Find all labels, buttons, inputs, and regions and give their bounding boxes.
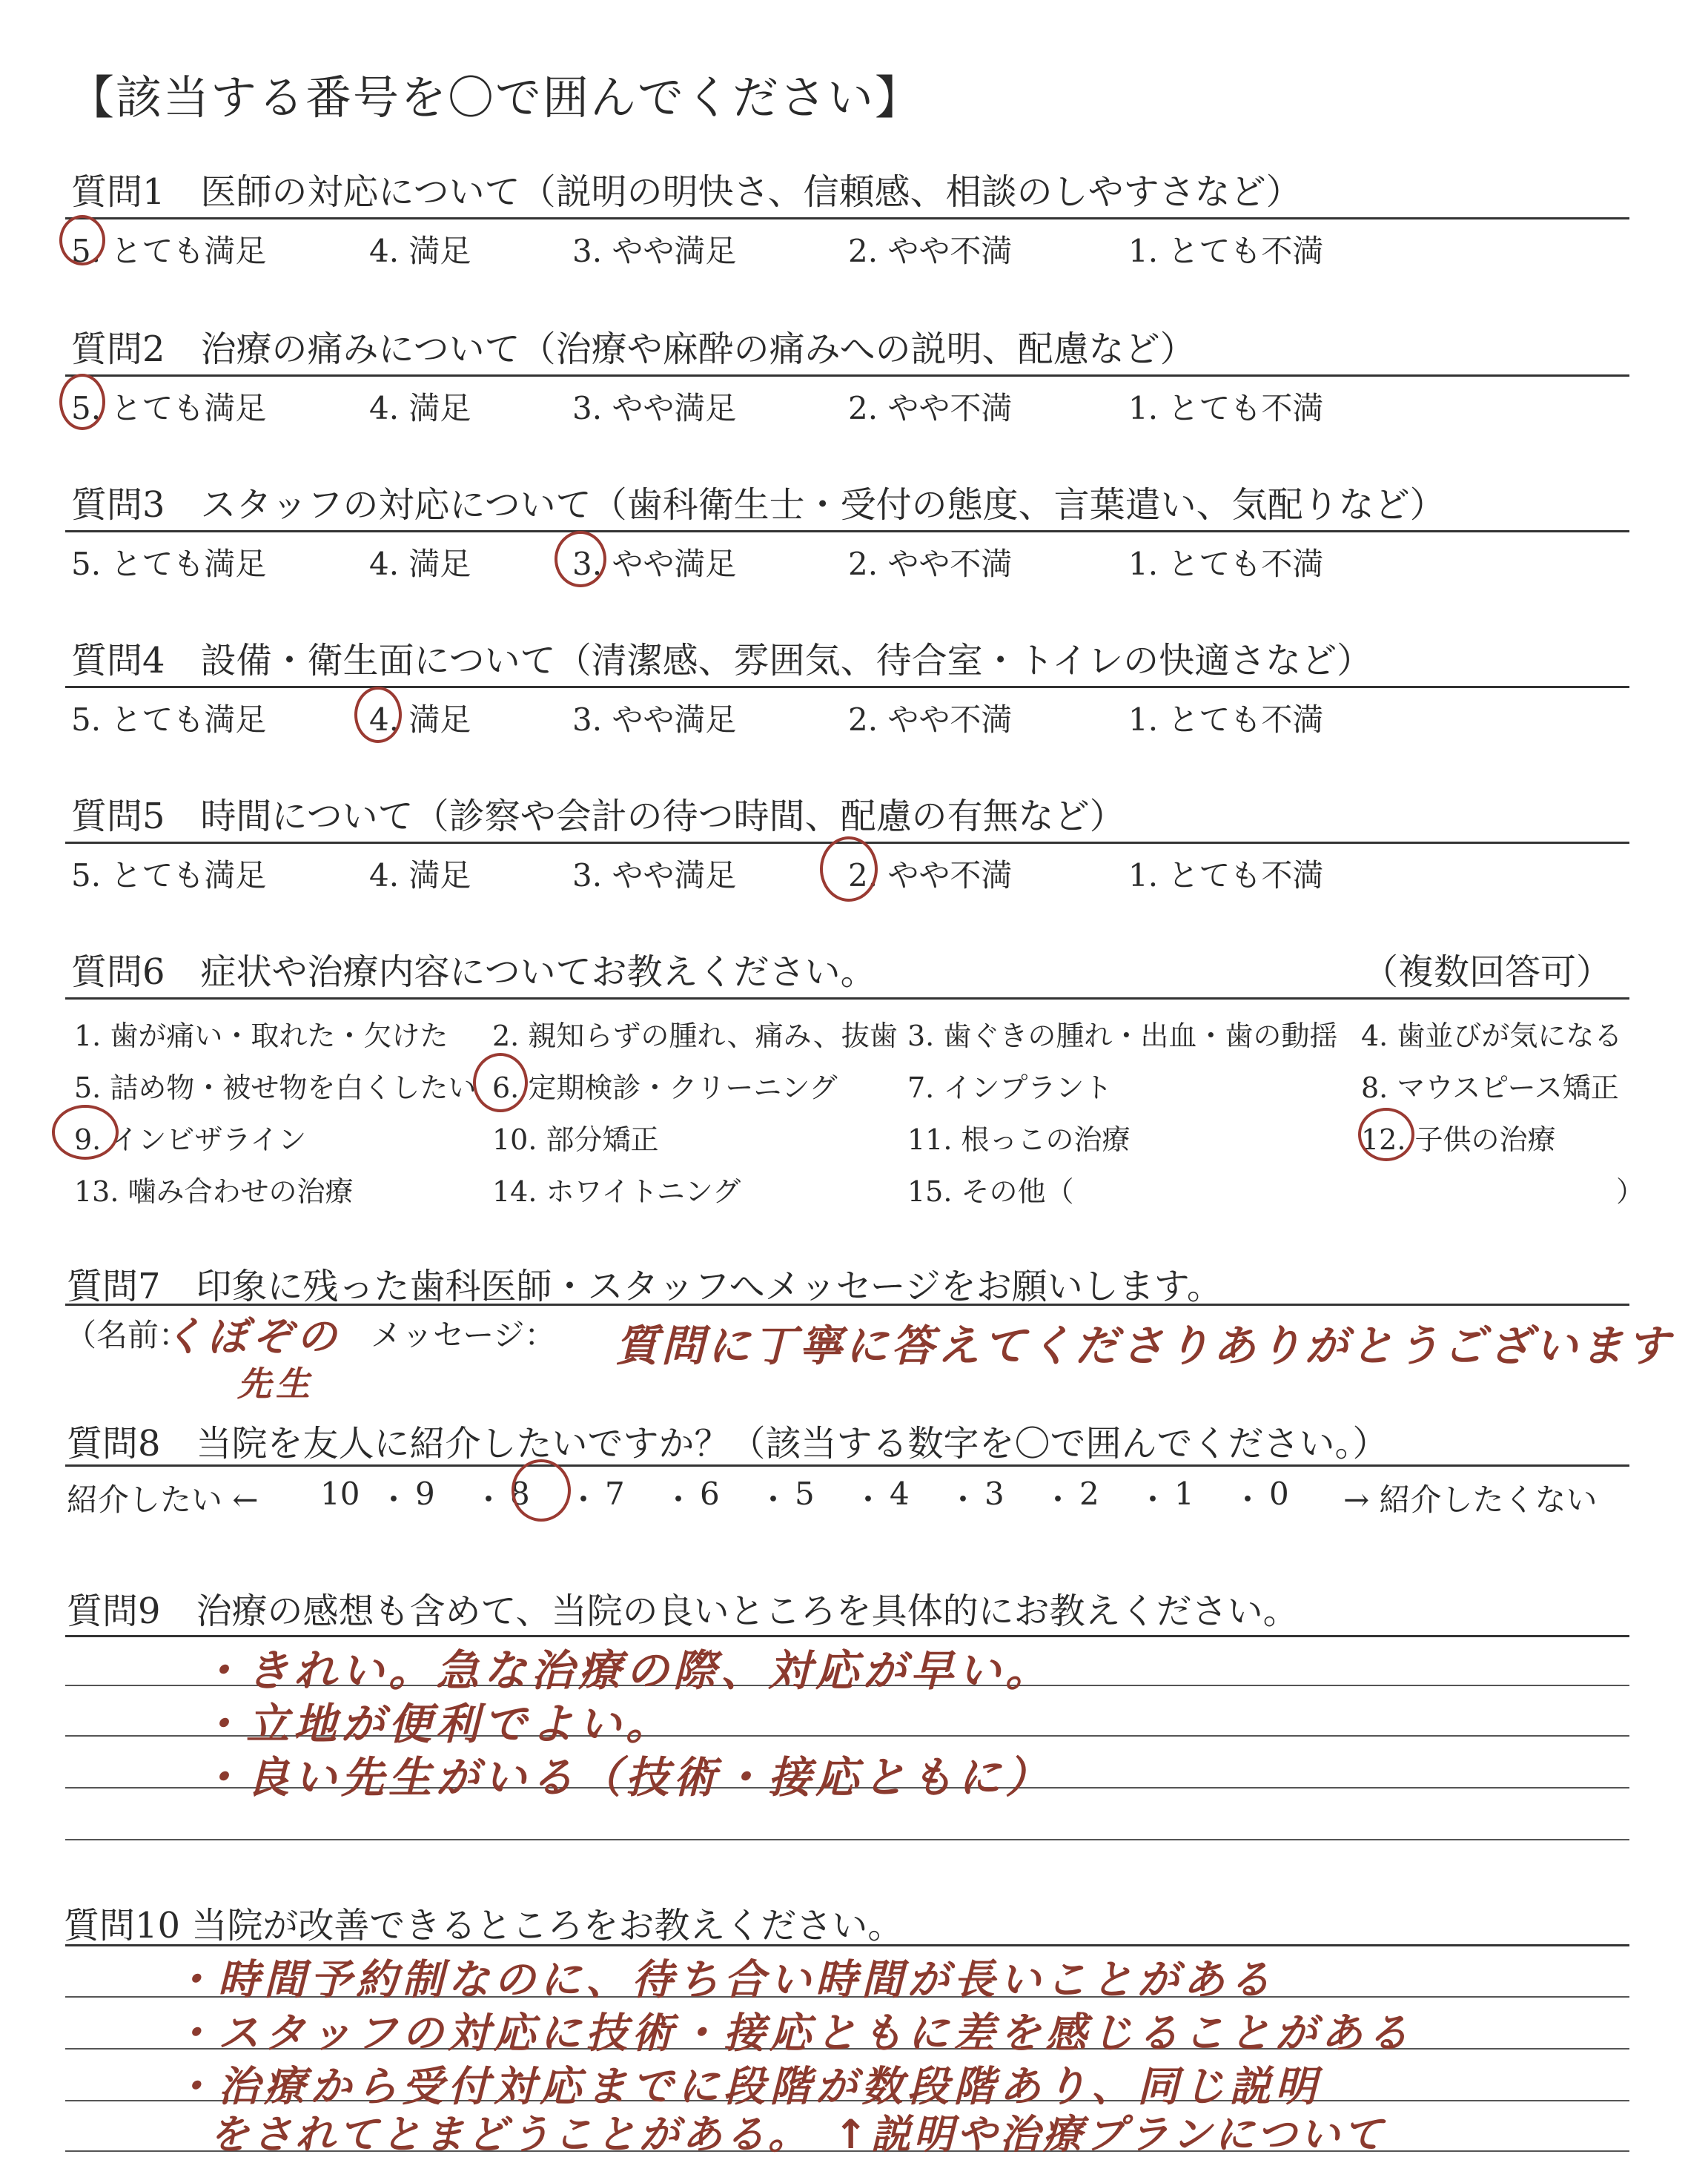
- q7-name-value[interactable]: くぼぞの: [163, 1313, 341, 1360]
- q2-option-2[interactable]: 2. やや不満: [848, 390, 1013, 426]
- q6-item-2[interactable]: 2. 親知らずの腫れ、痛み、抜歯: [492, 1020, 898, 1052]
- q2-selection-circle: [59, 374, 105, 430]
- q2-rule: [65, 374, 1629, 377]
- q8-scale-separator: ・: [663, 1482, 695, 1518]
- q9-answer-2[interactable]: ・立地が便利でよい。: [199, 1699, 674, 1749]
- q8-scale-separator: ・: [473, 1482, 505, 1518]
- q6-item-12[interactable]: 12. 子供の治療: [1361, 1123, 1556, 1156]
- q5-option-4[interactable]: 4. 満足: [369, 857, 471, 894]
- q10-answer-3[interactable]: ・治療から受付対応までに段階が数段階あり、同じ説明: [172, 2063, 1321, 2111]
- q4-option-5[interactable]: 5. とても満足: [71, 701, 267, 738]
- q8-scale-separator: ・: [1042, 1482, 1074, 1518]
- q10-rule: [65, 1944, 1629, 1946]
- q8-scale-separator: ・: [1137, 1482, 1169, 1518]
- q8-right-label: → 紹介したくない: [1343, 1482, 1598, 1518]
- q8-selection-circle: [512, 1459, 571, 1522]
- q7-message-label: メッセージ：: [371, 1317, 556, 1353]
- q8-scale-option-6[interactable]: 6: [700, 1476, 720, 1512]
- q6-item-13[interactable]: 13. 噛み合わせの治療: [74, 1175, 354, 1208]
- q4-selection-circle: [354, 687, 402, 743]
- q2-option-3[interactable]: 3. やや満足: [572, 390, 737, 426]
- q6-item-7[interactable]: 7. インプラント: [907, 1071, 1113, 1104]
- q5-option-2[interactable]: 2. やや不満: [848, 857, 1013, 894]
- q8-scale-option-5[interactable]: 5: [795, 1476, 815, 1512]
- q6-item-14[interactable]: 14. ホワイトニング: [492, 1175, 741, 1208]
- q6-item-9[interactable]: 9. インビザライン: [74, 1123, 307, 1156]
- q3-option-2[interactable]: 2. やや不満: [848, 546, 1013, 582]
- q5-option-1[interactable]: 1. とても不満: [1128, 857, 1324, 894]
- q8-scale-separator: ・: [758, 1482, 790, 1518]
- q3-option-3[interactable]: 3. やや満足: [572, 546, 737, 582]
- q3-selection-circle: [555, 531, 606, 587]
- q6-item-15[interactable]: 15. その他（: [907, 1175, 1074, 1208]
- q1-option-3[interactable]: 3. やや満足: [572, 233, 737, 269]
- q6-rule: [65, 997, 1629, 1000]
- q8-scale-option-7[interactable]: 7: [605, 1476, 625, 1512]
- q8-scale-option-2[interactable]: 2: [1079, 1476, 1099, 1512]
- q4-option-4[interactable]: 4. 満足: [369, 701, 471, 738]
- q8-scale-separator: ・: [378, 1482, 410, 1518]
- q9-answer-1[interactable]: ・きれい。急な治療の際、対応が早い。: [199, 1645, 1053, 1696]
- q1-selection-circle: [59, 215, 105, 265]
- q3-option-5[interactable]: 5. とても満足: [71, 546, 267, 582]
- q10-answer-1[interactable]: ・時間予約制なのに、待ち合い時間が長いことがある: [172, 1956, 1275, 2004]
- q6-selection-circle-12: [1358, 1108, 1414, 1161]
- q9-writing-line-4: [65, 1839, 1629, 1840]
- q3-label: 質問3 スタッフの対応について（歯科衛生士・受付の態度、言葉遣い、気配りなど）: [71, 484, 1446, 526]
- q10-answer-2[interactable]: ・スタッフの対応に技術・接応ともに差を感じることがある: [172, 2009, 1413, 2058]
- q7-label: 質問7 印象に残った歯科医師・スタッフへメッセージをお願いします。: [67, 1266, 1222, 1307]
- q8-label: 質問8 当院を友人に紹介したいですか？（該当する数字を〇で囲んでください。）: [67, 1423, 1388, 1464]
- q8-scale-option-0[interactable]: 0: [1269, 1476, 1289, 1512]
- q8-scale-option-10[interactable]: 10: [320, 1476, 360, 1512]
- q1-rule: [65, 217, 1629, 219]
- q7-name-value-2[interactable]: 先生: [237, 1364, 314, 1404]
- q5-option-5[interactable]: 5. とても満足: [71, 857, 267, 894]
- page-title: 【該当する番号を〇で囲んでください】: [68, 70, 923, 125]
- q6-multiple-note: （複数回答可）: [1363, 951, 1612, 993]
- q4-option-3[interactable]: 3. やや満足: [572, 701, 737, 738]
- q2-option-5[interactable]: 5. とても満足: [71, 390, 267, 426]
- q4-rule: [65, 686, 1629, 688]
- q6-item-4[interactable]: 4. 歯並びが気になる: [1361, 1020, 1623, 1052]
- q6-item-8[interactable]: 8. マウスピース矯正: [1361, 1071, 1619, 1104]
- q3-rule: [65, 530, 1629, 532]
- q10-answer-4[interactable]: をされてとまどうことがある。 ↑説明や治療プランについて: [209, 2111, 1386, 2158]
- q3-option-1[interactable]: 1. とても不満: [1128, 546, 1324, 582]
- q1-option-4[interactable]: 4. 満足: [369, 233, 471, 269]
- q8-scale-option-3[interactable]: 3: [984, 1476, 1004, 1512]
- q8-scale-separator: ・: [568, 1482, 600, 1518]
- q9-label: 質問9 治療の感想も含めて、当院の良いところを具体的にお教えください。: [67, 1591, 1299, 1632]
- q2-option-1[interactable]: 1. とても不満: [1128, 390, 1324, 426]
- q8-rule: [65, 1464, 1629, 1467]
- q6-selection-circle-6: [473, 1053, 528, 1112]
- q5-selection-circle: [820, 836, 878, 902]
- q2-option-4[interactable]: 4. 満足: [369, 390, 471, 426]
- q8-scale-separator: ・: [853, 1482, 884, 1518]
- q2-label: 質問2 治療の痛みについて（治療や麻酔の痛みへの説明、配慮など）: [71, 328, 1196, 370]
- q5-label: 質問5 時間について（診察や会計の待つ時間、配慮の有無など）: [71, 796, 1125, 837]
- q6-item-1[interactable]: 1. 歯が痛い・取れた・欠けた: [74, 1020, 448, 1052]
- q6-item-3[interactable]: 3. 歯ぐきの腫れ・出血・歯の動揺: [907, 1020, 1338, 1052]
- q6-item-6[interactable]: 6. 定期検診・クリーニング: [492, 1071, 838, 1104]
- q10-label: 質問10 当院が改善できるところをお教えください。: [64, 1905, 904, 1946]
- q4-option-2[interactable]: 2. やや不満: [848, 701, 1013, 738]
- q5-option-3[interactable]: 3. やや満足: [572, 857, 737, 894]
- q6-label: 質問6 症状や治療内容についてお教えください。: [71, 951, 876, 993]
- q8-scale-option-4[interactable]: 4: [890, 1476, 910, 1512]
- q8-scale-option-8[interactable]: 8: [510, 1476, 530, 1512]
- q6-selection-circle-9: [52, 1105, 119, 1160]
- q6-item-10[interactable]: 10. 部分矯正: [492, 1123, 659, 1156]
- q4-option-1[interactable]: 1. とても不満: [1128, 701, 1324, 738]
- q8-scale-option-1[interactable]: 1: [1174, 1476, 1194, 1512]
- q1-label: 質問1 医師の対応について（説明の明快さ、信頼感、相談のしやすさなど）: [71, 171, 1302, 213]
- q8-scale-separator: ・: [1232, 1482, 1264, 1518]
- q6-item-5[interactable]: 5. 詰め物・被せ物を白くしたい: [74, 1071, 477, 1104]
- q8-scale-separator: ・: [947, 1482, 979, 1518]
- q4-label: 質問4 設備・衛生面について（清潔感、雰囲気、待合室・トイレの快適さなど）: [71, 640, 1373, 681]
- q1-option-1[interactable]: 1. とても不満: [1128, 233, 1324, 269]
- q3-option-4[interactable]: 4. 満足: [369, 546, 471, 582]
- q7-name-label: （名前：: [65, 1317, 191, 1353]
- q6-other-close: ）: [1616, 1175, 1645, 1208]
- q8-scale-option-9[interactable]: 9: [415, 1476, 435, 1512]
- q6-item-11[interactable]: 11. 根っこの治療: [907, 1123, 1131, 1156]
- q1-option-5[interactable]: 5. とても満足: [71, 233, 267, 269]
- q1-option-2[interactable]: 2. やや不満: [848, 233, 1013, 269]
- q8-left-label: 紹介したい ←: [67, 1482, 259, 1518]
- q9-answer-3[interactable]: ・良い先生がいる（技術・接応ともに）: [199, 1752, 1053, 1803]
- q7-message-value[interactable]: 質問に丁寧に答えてくださりありがとうございます: [615, 1321, 1673, 1371]
